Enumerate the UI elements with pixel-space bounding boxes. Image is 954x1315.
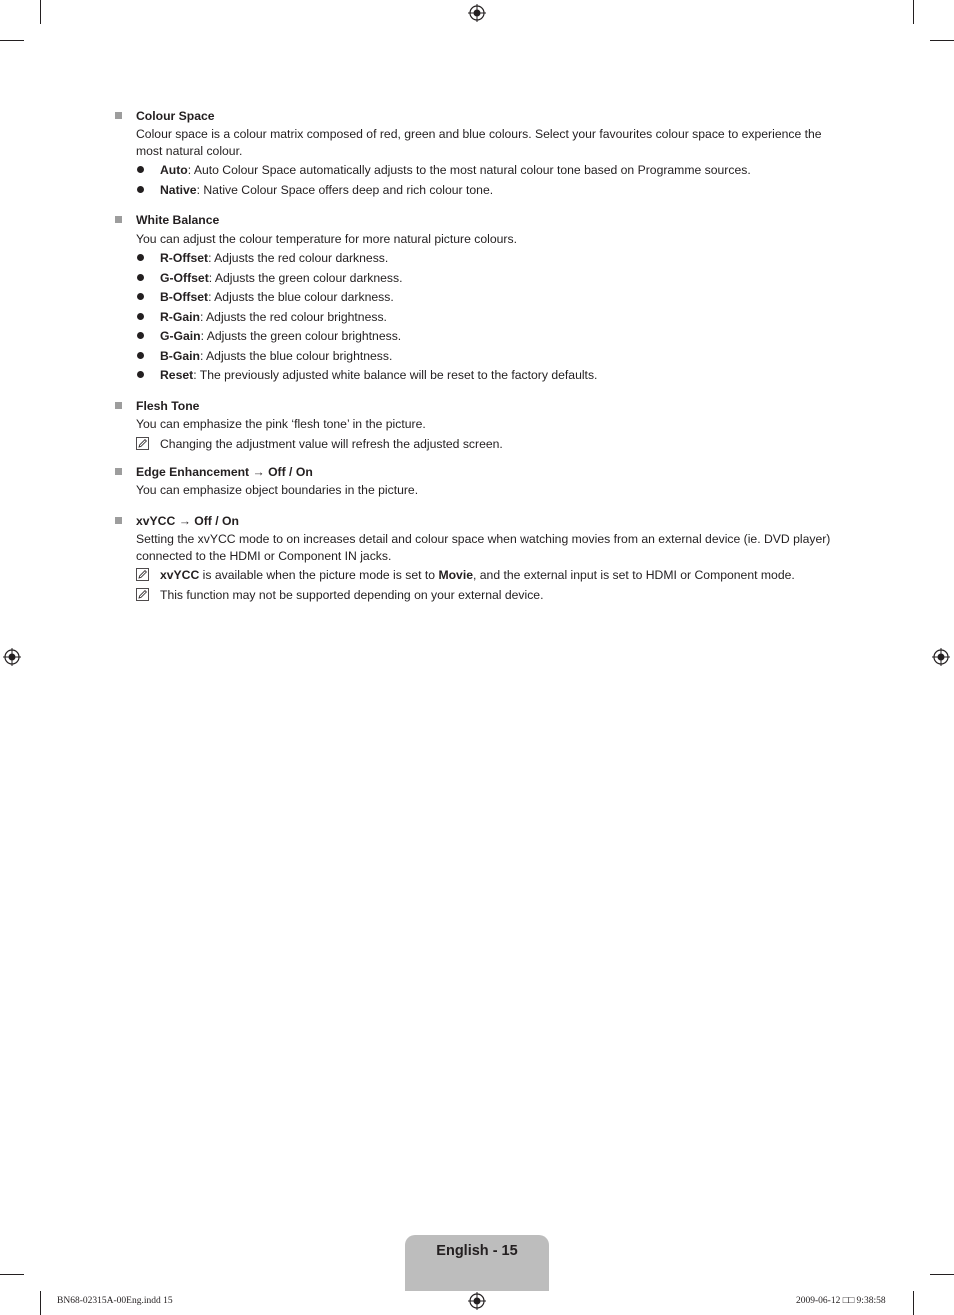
note-pencil-icon bbox=[136, 437, 149, 450]
list-item bbox=[136, 348, 843, 364]
bullet-dot-icon bbox=[137, 313, 144, 320]
bullet-text: : Auto Colour Space automatically adjusts to the most natural colour tone based on Programme sources. bbox=[187, 163, 751, 178]
note-text: is available when the picture mode is set to bbox=[199, 568, 439, 583]
bullet-text: : Adjusts the green colour darkness. bbox=[208, 270, 403, 285]
bullet-term: B-Gain bbox=[160, 348, 200, 363]
list-item bbox=[136, 367, 843, 383]
section-title: Flesh Tone bbox=[136, 398, 200, 413]
section-description: You can emphasize object boundaries in the picture. bbox=[136, 483, 419, 498]
bullet-dot-icon bbox=[137, 254, 144, 261]
section-white-balance bbox=[113, 212, 843, 383]
registration-mark-icon bbox=[468, 4, 486, 22]
square-bullet-icon bbox=[115, 112, 122, 119]
bullet-dot-icon bbox=[137, 293, 144, 300]
note bbox=[136, 587, 843, 603]
list-item bbox=[136, 270, 843, 286]
bullet-term: Reset bbox=[160, 368, 194, 383]
registration-mark-icon bbox=[932, 648, 950, 666]
manual-content bbox=[113, 108, 843, 611]
square-bullet-icon bbox=[115, 216, 122, 223]
note-term: Movie bbox=[438, 568, 473, 583]
title-option: Off / On bbox=[268, 464, 313, 479]
crop-mark bbox=[0, 1274, 24, 1275]
section-title: Colour Space bbox=[136, 109, 215, 123]
title-option: Off / On bbox=[194, 513, 239, 528]
section-description: You can emphasize the pink ‘flesh tone’ in the picture. bbox=[136, 417, 426, 432]
bullet-term: R-Gain bbox=[160, 309, 200, 324]
bullet-dot-icon bbox=[137, 332, 144, 339]
note bbox=[136, 567, 843, 583]
bullet-dot-icon bbox=[137, 352, 144, 359]
section-title: White Balance bbox=[136, 213, 220, 228]
arrow-icon: → bbox=[252, 464, 265, 479]
page-number-tab bbox=[405, 1235, 549, 1291]
bullet-term: R-Offset bbox=[160, 251, 209, 266]
section-title bbox=[136, 464, 843, 480]
arrow-icon: → bbox=[178, 513, 191, 528]
list-item bbox=[136, 250, 843, 266]
bullet-term: G-Gain bbox=[160, 329, 201, 344]
crop-mark bbox=[40, 1291, 41, 1315]
section-title bbox=[136, 513, 843, 529]
bullet-text: : The previously adjusted white balance will be reset to the factory defaults. bbox=[193, 368, 598, 383]
note-text: Changing the adjustment value will refresh the adjusted screen. bbox=[160, 436, 503, 451]
bullet-term: B-Offset bbox=[160, 290, 209, 305]
page-number: English - 15 bbox=[436, 1243, 518, 1259]
section-description: Setting the xvYCC mode to on increases detail and colour space when watching movies from an external device (ie. DVD player) connected to the HDMI or Component IN jacks. bbox=[136, 532, 831, 563]
bullet-text: : Adjusts the red colour darkness. bbox=[208, 251, 389, 266]
square-bullet-icon bbox=[115, 468, 122, 475]
bullet-list bbox=[136, 250, 843, 383]
note bbox=[136, 436, 843, 452]
bullet-text: : Native Colour Space offers deep and rich colour tone. bbox=[196, 182, 494, 197]
bullet-term: G-Offset bbox=[160, 270, 209, 285]
square-bullet-icon bbox=[115, 517, 122, 524]
square-bullet-icon bbox=[115, 402, 122, 409]
list-item bbox=[136, 309, 843, 325]
bullet-term: Auto bbox=[160, 163, 188, 178]
list-item bbox=[136, 289, 843, 305]
note-term: xvYCC bbox=[160, 568, 200, 583]
bullet-dot-icon bbox=[137, 186, 144, 193]
section-flesh-tone bbox=[113, 398, 843, 452]
crop-mark bbox=[40, 0, 41, 24]
bullet-text: : Adjusts the blue colour brightness. bbox=[199, 348, 393, 363]
crop-mark bbox=[913, 0, 914, 24]
bullet-term: Native bbox=[160, 182, 197, 197]
note-pencil-icon bbox=[136, 568, 149, 581]
bullet-text: : Adjusts the blue colour darkness. bbox=[208, 290, 394, 305]
section-xvycc bbox=[113, 513, 843, 603]
bullet-text: : Adjusts the green colour brightness. bbox=[200, 329, 402, 344]
title-text: xvYCC bbox=[136, 513, 176, 528]
print-slug-file: BN68-02315A-00Eng.indd 15 bbox=[57, 1296, 173, 1306]
crop-mark bbox=[0, 40, 24, 41]
note-text: , and the external input is set to HDMI or Component mode. bbox=[472, 568, 795, 583]
crop-mark bbox=[913, 1291, 914, 1315]
section-colour-space bbox=[113, 108, 843, 198]
print-slug-date: 2009-06-12 □□ 9:38:58 bbox=[796, 1296, 886, 1306]
list-item bbox=[136, 182, 843, 198]
bullet-dot-icon bbox=[137, 166, 144, 173]
section-edge-enhancement bbox=[113, 464, 843, 499]
note-text: This function may not be supported depending on your external device. bbox=[160, 587, 544, 602]
title-text: Edge Enhancement bbox=[136, 464, 250, 479]
registration-mark-icon bbox=[468, 1292, 486, 1310]
section-description: You can adjust the colour temperature for more natural picture colours. bbox=[136, 231, 517, 246]
crop-mark bbox=[930, 1274, 954, 1275]
note-pencil-icon bbox=[136, 588, 149, 601]
list-item bbox=[136, 162, 843, 178]
bullet-dot-icon bbox=[137, 371, 144, 378]
bullet-list bbox=[136, 162, 843, 198]
list-item bbox=[136, 328, 843, 344]
crop-mark bbox=[930, 40, 954, 41]
bullet-dot-icon bbox=[137, 274, 144, 281]
registration-mark-icon bbox=[3, 648, 21, 666]
bullet-text: : Adjusts the red colour brightness. bbox=[199, 309, 387, 324]
section-description: Colour space is a colour matrix composed of red, green and blue colours. Select your favourites colour space to experience the most natural colour. bbox=[136, 127, 822, 158]
